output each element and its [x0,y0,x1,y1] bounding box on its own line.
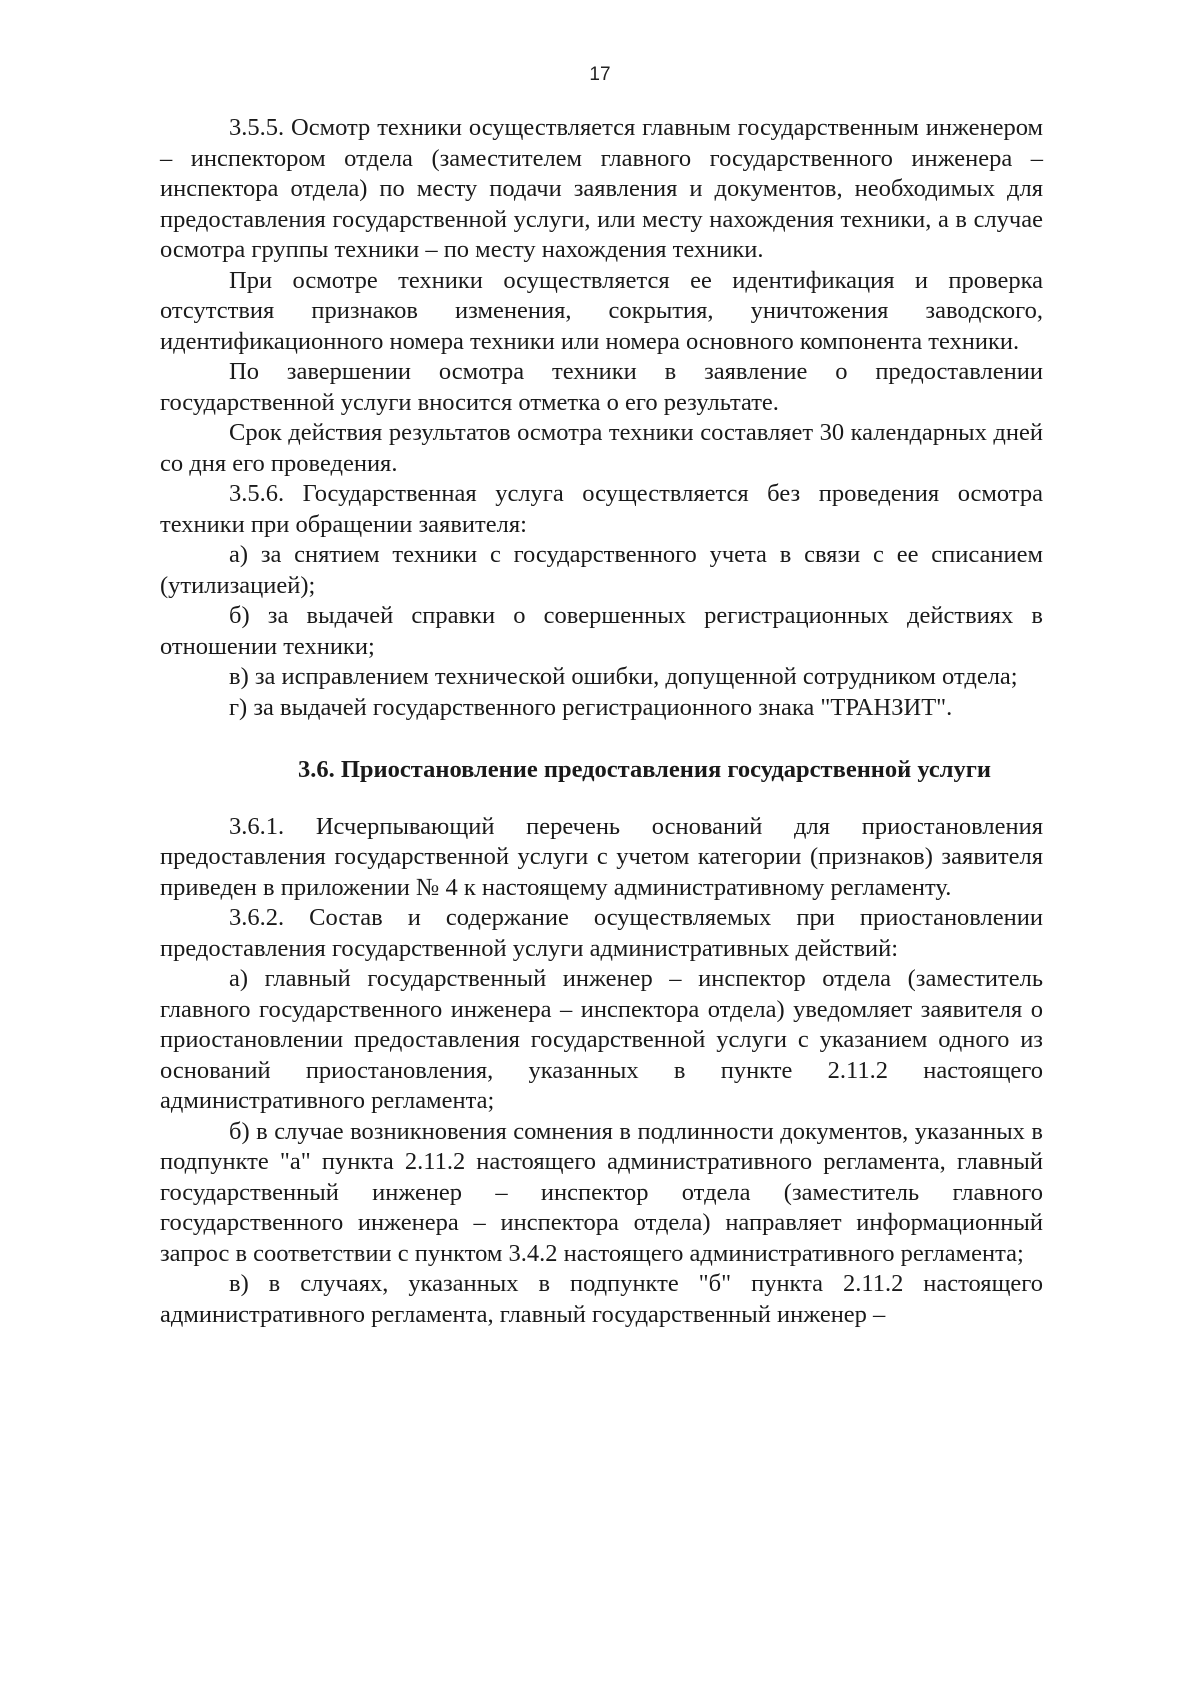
paragraph-inspection-identification: При осмотре техники осуществляется ее идентификация и проверка отсутствия признаков изменения, сокрытия, уничтожения заводского, идентификационного номера техники или номера основного компонента техники. [160,266,1043,355]
paragraph-inspection-result-mark: По завершении осмотра техники в заявление о предоставлении государственной услуги вносится отметка о его результате. [160,358,1043,416]
paragraph-inspection-validity: Срок действия результатов осмотра техники составляет 30 календарных дней со дня его проведения. [160,419,1043,477]
list-item-a-notification: а) главный государственный инженер – инспектор отдела (заместитель главного государственного инженера – инспектора отдела) уведомляет заявителя о приостановлении предоставления государственной услуги с указанием одного из оснований приостановления, указанных в пункте 2.11.2 настоящего административного регламента; [160,965,1043,1114]
document-body [160,113,1043,1330]
list-item-b-information-request: б) в случае возникновения сомнения в подлинности документов, указанных в подпункте "а" пункта 2.11.2 настоящего административного регламента, главный государственный инженер – инспектор отдела (заместитель главного государственного инженера – инспектора отдела) направляет информационный запрос в соответствии с пунктом 3.4.2 настоящего административного регламента; [160,1117,1043,1267]
page-number: 17 [589,64,611,85]
list-item-v-error-correction: в) за исправлением технической ошибки, допущенной сотрудником отдела; [229,663,1018,690]
list-item-b-certificate: б) за выдачей справки о совершенных регистрационных действиях в отношении техники; [160,602,1043,660]
paragraph-3-5-6: 3.5.6. Государственная услуга осуществляется без проведения осмотра техники при обращении заявителя: [160,480,1043,538]
section-spacer-top [160,723,1043,755]
list-item-v-cases: в) в случаях, указанных в подпункте "б" пункта 2.11.2 настоящего административного регламента, главный государственный инженер – [160,1270,1043,1328]
section-heading-3-6: 3.6. Приостановление предоставления государственной услуги [297,756,992,783]
section-spacer-bottom [160,786,1043,812]
paragraph-3-6-2: 3.6.2. Состав и содержание осуществляемых при приостановлении предоставления государственной услуги административных действий: [160,904,1043,962]
paragraph-3-5-5: 3.5.5. Осмотр техники осуществляется главным государственным инженером – инспектором отдела (заместителем главного государственного инженера – инспектора отдела) по месту подачи заявления и документов, необходимых для предоставления государственной услуги, или месту нахождения техники, а в случае осмотра группы техники – по месту нахождения техники. [160,114,1043,263]
list-item-a-deregistration: а) за снятием техники с государственного учета в связи с ее списанием (утилизацией); [160,541,1043,599]
list-item-g-transit-plate: г) за выдачей государственного регистрационного знака "ТРАНЗИТ". [229,693,953,721]
paragraph-3-6-1: 3.6.1. Исчерпывающий перечень оснований для приостановления предоставления государственной услуги с учетом категории (признаков) заявителя приведен в приложении № 4 к настоящему административному регламенту. [160,812,1043,901]
